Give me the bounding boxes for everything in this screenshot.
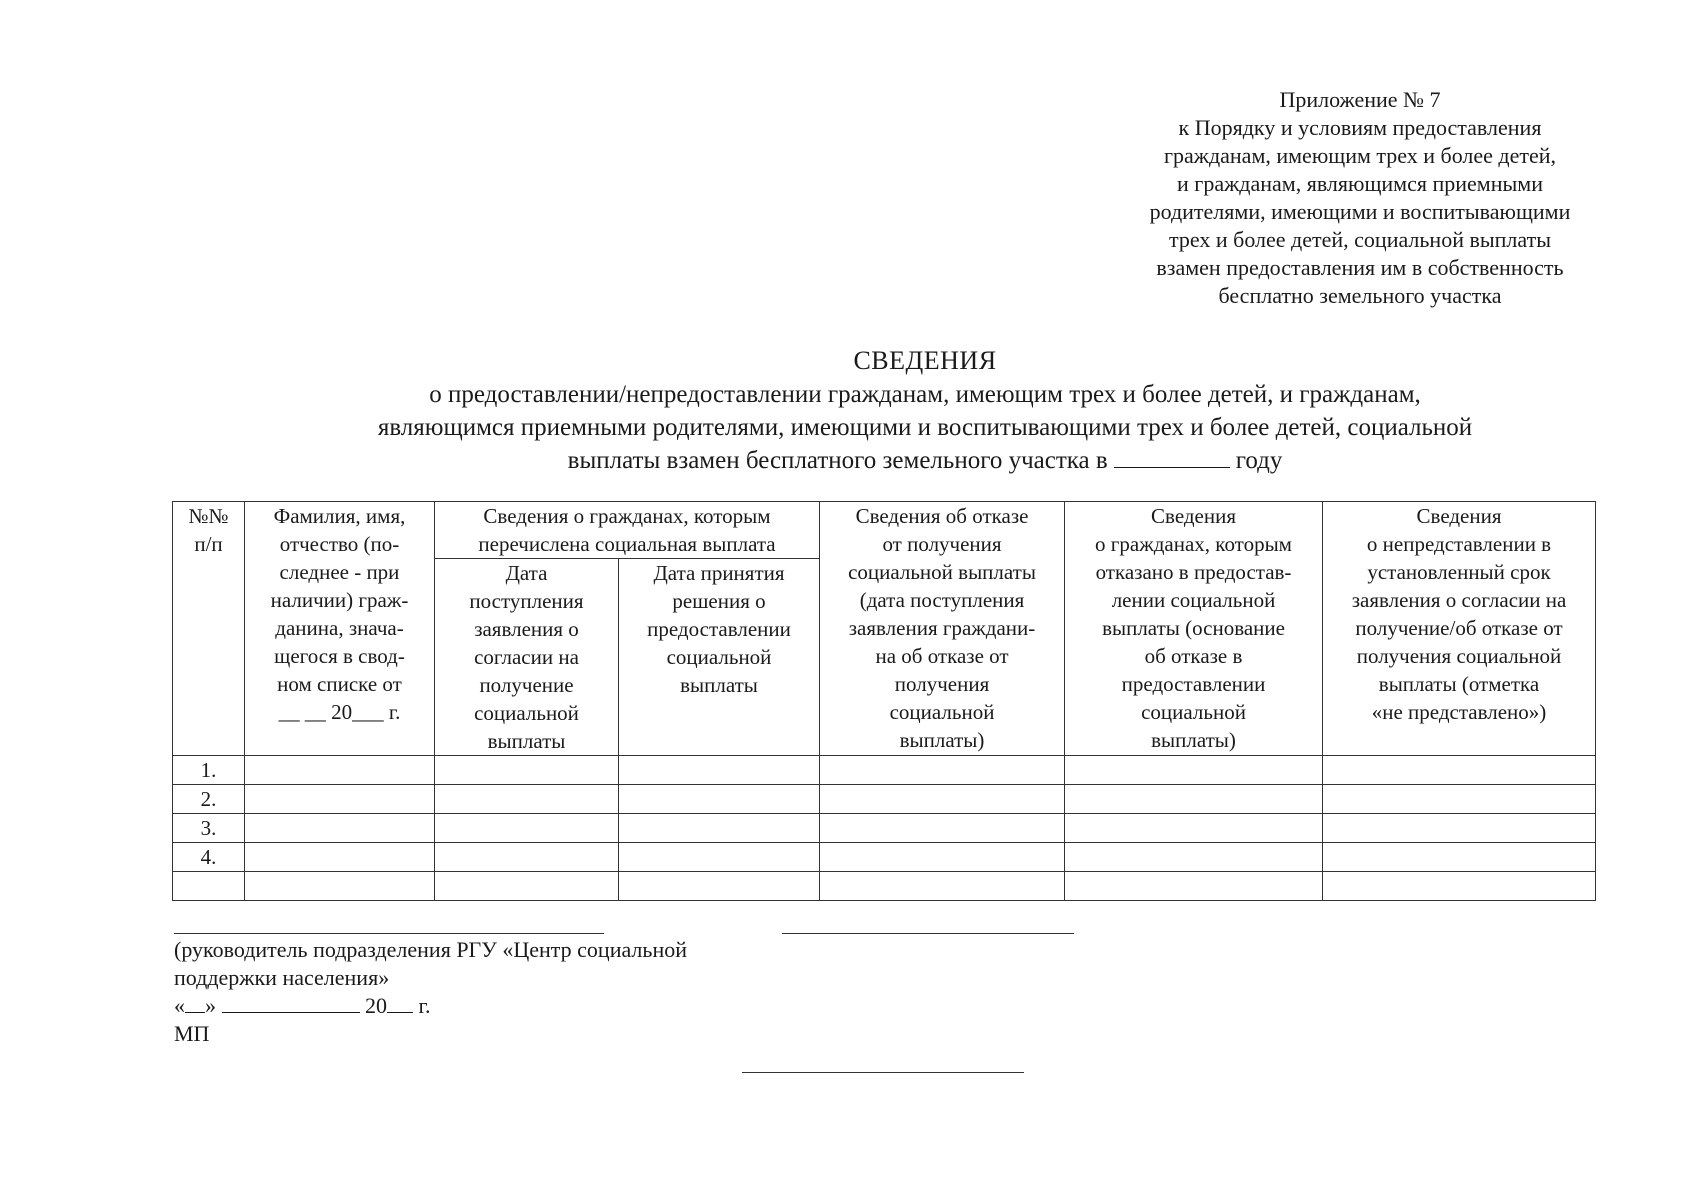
table-cell[interactable] [1065,785,1323,814]
table-cell[interactable] [1323,785,1596,814]
subtitle-line-3-end: году [1235,447,1283,474]
table-cell[interactable] [1065,843,1323,872]
appendix-line: родителями, имеющими и воспитывающими [1149,199,1571,224]
header-text-line: Дата принятия [653,561,785,585]
header-text-line: предоставлении [1121,672,1266,696]
header-text-line: №№ [188,504,229,528]
header-text-line: решения о [672,589,766,613]
header-full-name [245,502,435,756]
table-cell[interactable] [820,785,1065,814]
header-text-line: заявления о согласии на [1351,588,1567,612]
table-cell[interactable] [619,843,820,872]
table-cell[interactable] [435,785,619,814]
row-number-cell: 4. [173,843,245,872]
appendix-line: Приложение № 7 [1279,87,1441,112]
header-text-line: согласии на [474,645,579,669]
document-subtitle [200,378,1650,477]
date-year-blank[interactable] [387,992,413,1013]
header-decision-date [619,559,820,756]
table-cell[interactable] [619,756,820,785]
signature-date: « » 20 г. [174,993,431,1018]
header-text-line: наличии) граж- [270,588,409,612]
header-text-line: об отказе в [1144,644,1243,668]
table-cell[interactable] [1323,814,1596,843]
header-text-line: выплаты [487,729,566,753]
table-row [173,785,1596,814]
year-blank-field[interactable] [1114,445,1230,468]
document-title-block [200,344,1650,477]
header-text-line: заявления граждани- [848,616,1036,640]
data-table [172,501,1596,901]
header-text-line: «не представлено») [1371,700,1547,724]
header-refusal-info [820,502,1065,756]
table-row [173,843,1596,872]
signature-line-bottom[interactable] [742,1072,1024,1073]
header-text-line: Сведения [1416,504,1502,528]
header-text-line: от получения [882,532,1002,556]
header-text-line: социальной [666,645,772,669]
appendix-line: трех и более детей, социальной выплаты [1169,227,1551,252]
header-text-line: лении социальной [1111,588,1276,612]
signature-block [174,936,687,1048]
table-cell[interactable] [619,785,820,814]
appendix-line: и гражданам, являющимся приемными [1177,171,1543,196]
subtitle-line-3 [200,444,1650,477]
appendix-line: гражданам, имеющим трех и более детей, [1163,143,1557,168]
header-text-line: заявления о [474,617,579,641]
row-number-cell: 3. [173,814,245,843]
subtitle-line-2: являющимся приемными родителями, имеющими и воспитывающими трех и более детей, социальной [377,414,1473,441]
header-text-line: ном списке от [277,672,402,696]
header-text-line: выплаты [680,673,758,697]
table-cell[interactable] [619,872,820,901]
table-cell[interactable] [245,785,435,814]
appendix-line: бесплатно земельного участка [1218,283,1502,308]
header-text-line: социальной выплаты [848,560,1036,584]
header-text-line: социальной [474,701,579,725]
table-cell[interactable] [435,872,619,901]
header-text-line: установленный срок [1367,560,1551,584]
row-number-cell: 1. [173,756,245,785]
header-paid-citizens-group [435,502,820,559]
header-text-line: п/п [194,532,223,556]
header-text-line: получение [479,673,574,697]
header-number [173,502,245,756]
header-text-line: отказано в предостав- [1095,560,1292,584]
appendix-line: к Порядку и условиям предоставления [1178,115,1542,140]
table-cell[interactable] [1065,756,1323,785]
table-cell[interactable] [245,872,435,901]
header-text-line: на об отказе от [875,644,1009,668]
table-cell[interactable] [435,756,619,785]
header-text-line: предоставлении [647,617,791,641]
appendix-header [1080,86,1640,310]
table-cell[interactable] [820,756,1065,785]
subtitle-line-3-start: выплаты взамен бесплатного земельного участка в [567,447,1108,474]
table-cell[interactable] [820,843,1065,872]
header-text-line: получения социальной [1356,644,1562,668]
signature-line-sign[interactable] [782,933,1074,934]
table-cell[interactable] [435,843,619,872]
table-cell[interactable] [435,814,619,843]
row-number-cell [173,872,245,901]
header-text-line: (дата поступления [859,588,1025,612]
table-cell[interactable] [245,843,435,872]
header-text-line: выплаты) [1151,728,1236,752]
table-cell[interactable] [1065,872,1323,901]
header-not-submitted [1323,502,1596,756]
table-cell[interactable] [1323,872,1596,901]
table-cell[interactable] [1065,814,1323,843]
date-month-blank[interactable] [222,992,360,1013]
header-text-line: поступления [469,589,584,613]
header-text-line: Сведения об отказе [855,504,1029,528]
header-text-line: о непредставлении в [1366,532,1552,556]
table-cell[interactable] [1323,843,1596,872]
header-text-line: выплаты (отметка [1378,672,1540,696]
header-text-line: Дата [505,561,548,585]
subtitle-line-1: о предоставлении/непредоставлении гражданам, имеющим трех и более детей, и гражданам, [429,381,1421,408]
table-row [173,872,1596,901]
document-title: СВЕДЕНИЯ [853,346,997,375]
header-text-line: отчество (по- [279,532,400,556]
header-text-line: получение/об отказе от [1355,616,1563,640]
header-text-line: социальной [889,700,995,724]
stamp-label: МП [174,1021,210,1046]
header-text-line: следнее - при [279,560,400,584]
signature-role-line-1: (руководитель подразделения РГУ «Центр социальной [174,937,687,962]
signature-line-head[interactable] [174,933,604,934]
header-text-line: Фамилия, имя, [273,504,406,528]
header-text-line: выплаты (основание [1102,616,1285,640]
table-cell[interactable] [1323,756,1596,785]
appendix-line: взамен предоставления им в собственность [1156,255,1564,280]
header-text-line: перечислена социальная выплата [478,532,776,556]
table-cell[interactable] [245,756,435,785]
table-cell[interactable] [820,872,1065,901]
table-row [173,814,1596,843]
header-text-line: социальной [1141,700,1246,724]
signature-role-line-2: поддержки населения» [174,965,390,990]
table-row [173,756,1596,785]
header-text-line: о гражданах, которым [1095,532,1292,556]
row-number-cell: 2. [173,785,245,814]
date-day-blank[interactable] [185,992,205,1013]
table-cell[interactable] [245,814,435,843]
header-text-line: выплаты) [899,728,985,752]
header-application-date [435,559,619,756]
table-cell[interactable] [619,814,820,843]
header-text-line: __ __ 20___ г. [278,700,401,724]
header-text-line: щегося в свод- [274,644,405,668]
header-text-line: получения [894,672,990,696]
header-text-line: Сведения о гражданах, которым [483,504,771,528]
header-text-line: Сведения [1151,504,1236,528]
header-text-line: данина, знача- [275,616,404,640]
header-denied-citizens [1065,502,1323,756]
table-cell[interactable] [820,814,1065,843]
